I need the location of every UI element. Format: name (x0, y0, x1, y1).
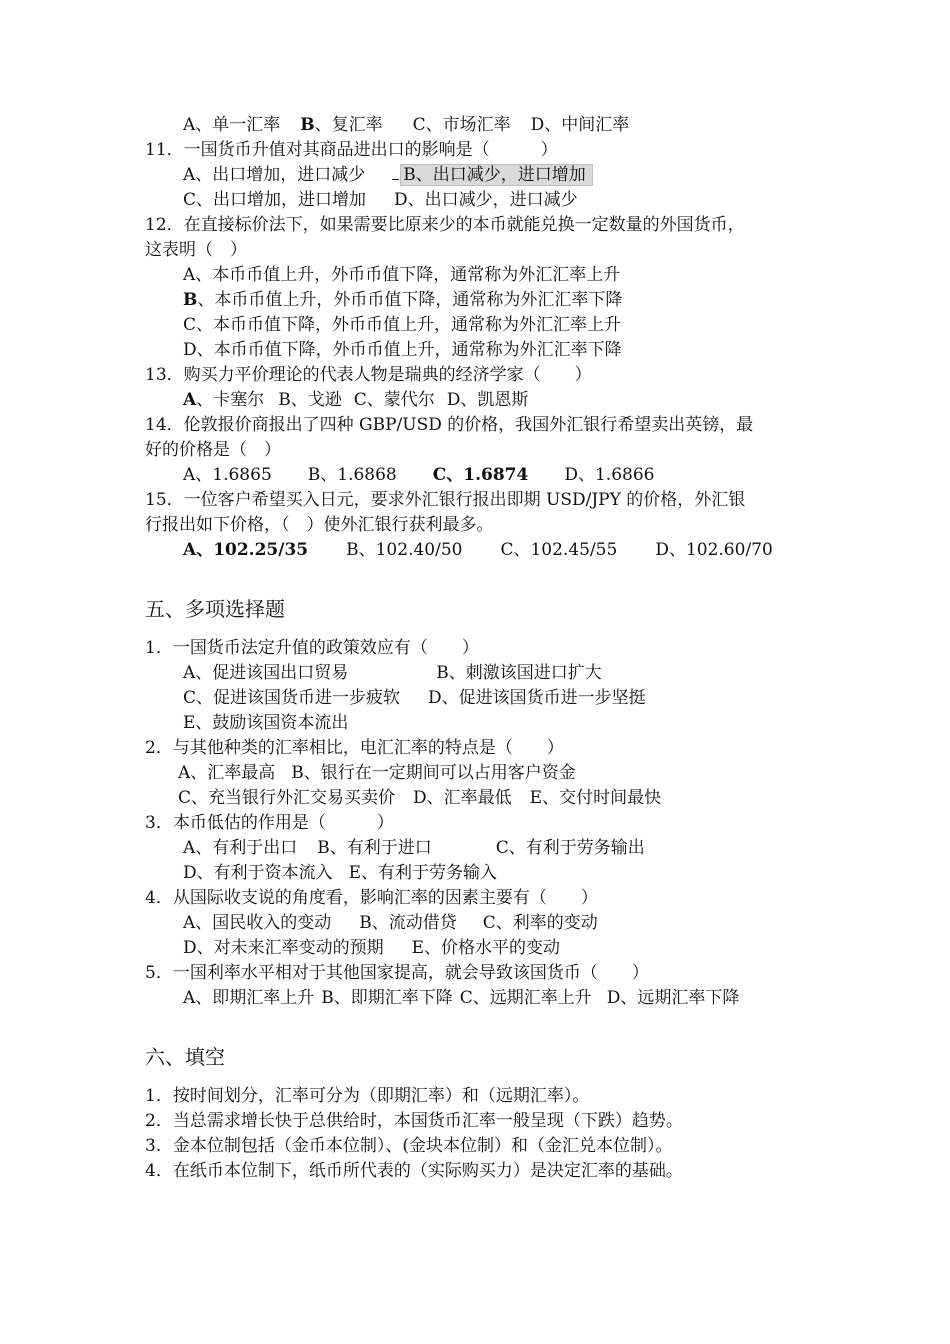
fill-item-2: 2．当总需求增长快于总供给时，本国货币汇率一般呈现（下跌）趋势。 (145, 1111, 683, 1131)
q10-option-b-letter: B (300, 115, 315, 135)
m4-stem: 4．从国际收支说的角度看，影响汇率的因素主要有（ ） (145, 888, 598, 908)
q12-option-c: C、本币币值下降，外币币值上升，通常称为外汇汇率上升 (183, 315, 622, 335)
m1-option-c: C、促进该国货币进一步疲软 (183, 688, 401, 708)
q15-option-a: A、102.25/35 (183, 540, 309, 560)
m2-options-row1 (178, 762, 576, 784)
q14-option-a: A、1.6865 (183, 465, 272, 485)
fill-item-1: 1．按时间划分，汇率可分为（即期汇率）和（远期汇率）。 (145, 1086, 590, 1106)
q12-option-a: A、本币币值上升，外币币值下降，通常称为外汇汇率上升 (183, 265, 621, 285)
m4-option-c: C、利率的变动 (482, 913, 598, 933)
q10-option-d: D、中间汇率 (530, 115, 630, 135)
m1-option-b: B、刺激该国进口扩大 (436, 663, 602, 683)
fill-item-4: 4．在纸币本位制下，纸币所代表的（实际购买力）是决定汇率的基础。 (145, 1161, 683, 1181)
q10-option-b: 、复汇率 (314, 115, 383, 135)
m3-option-a: A、有利于出口 (183, 838, 298, 858)
m1-option-e: E、鼓励该国资本流出 (183, 713, 349, 733)
q15-stem-line1: 15．一位客户希望买入日元，要求外汇银行报出即期 USD/JPY 的价格，外汇银 (145, 490, 746, 510)
m3-option-d: D、有利于资本流入 (183, 863, 333, 883)
q11-stem: 11．一国货币升值对其商品进出口的影响是（ ） (145, 140, 558, 160)
m2-option-e: E、交付时间最快 (529, 788, 662, 808)
m5-stem: 5．一国利率水平相对于其他国家提高，就会导致该国货币（ ） (145, 963, 649, 983)
q12-option-b: B、本币币值上升，外币币值下降，通常称为外汇汇率下降 (183, 290, 623, 310)
q13-option-d: D、凯恩斯 (446, 390, 529, 410)
section-heading-fill-blank: 六、填空 (145, 1045, 225, 1069)
m2-options-row2 (178, 787, 661, 809)
m5-option-c: C、远期汇率上升 (459, 988, 592, 1008)
q13-option-c: C、蒙代尔 (353, 390, 435, 410)
q13-option-a: 、卡塞尔 (196, 390, 265, 410)
q13-option-a-letter: A (183, 390, 197, 410)
q11-options-row1 (183, 164, 593, 186)
m3-stem: 3．本币低估的作用是（ ） (145, 813, 394, 833)
q14-stem-line1: 14．伦敦报价商报出了四种 GBP/USD 的价格，我国外汇银行希望卖出英镑，最 (145, 415, 754, 435)
m2-option-b: B、银行在一定期间可以占用客户资金 (291, 763, 576, 783)
q15-option-b: B、102.40/50 (346, 540, 463, 560)
fill-item-3: 3．金本位制包括（金币本位制）、(金块本位制）和（金汇兑本位制）。 (145, 1136, 673, 1156)
m2-option-a: A、汇率最高 (178, 763, 276, 783)
m4-options-row1 (183, 912, 598, 934)
m1-option-a: A、促进该国出口贸易 (183, 663, 349, 683)
m2-option-d: D、汇率最低 (413, 788, 512, 808)
q13-option-b: B、戈逊 (278, 390, 342, 410)
q12-option-d: D、本币币值下降，外币币值上升，通常称为外汇汇率下降 (183, 340, 622, 360)
q13-options (183, 389, 528, 411)
q15-option-c: C、102.45/55 (500, 540, 618, 560)
q10-option-c: C、市场汇率 (412, 115, 511, 135)
m2-stem: 2．与其他种类的汇率相比，电汇汇率的特点是（ ） (145, 738, 564, 758)
m4-option-a: A、国民收入的变动 (183, 913, 332, 933)
m5-option-a: A、即期汇率上升 (183, 988, 315, 1008)
m1-option-d: D、促进该国货币进一步坚挺 (428, 688, 646, 708)
m1-options-row1 (183, 662, 602, 684)
m4-option-e: E、价格水平的变动 (411, 938, 561, 958)
m1-stem: 1．一国货币法定升值的政策效应有（ ） (145, 638, 479, 658)
m3-options-row1 (183, 837, 645, 859)
q10-options (183, 114, 629, 136)
m5-option-d: D、远期汇率下降 (606, 988, 740, 1008)
q12-stem-line1: 12．在直接标价法下，如果需要比原来少的本币就能兑换一定数量的外国货币， (145, 215, 745, 235)
q15-stem-line2: 行报出如下价格，（ ）使外汇银行获利最多。 (145, 515, 494, 535)
q14-option-d: D、1.6866 (564, 465, 655, 485)
q11-options-row2 (183, 189, 578, 211)
m3-option-e: E、有利于劳务输入 (348, 863, 498, 883)
m4-option-d: D、对未来汇率变动的预期 (183, 938, 384, 958)
m4-option-b: B、流动借贷 (359, 913, 457, 933)
q14-option-c: C、1.6874 (432, 465, 529, 485)
q10-option-a: A、单一汇率 (183, 115, 281, 135)
q14-option-b: B、1.6868 (307, 465, 397, 485)
m1-options-row2 (183, 687, 646, 709)
text-cursor-icon (392, 164, 399, 180)
q14-options (183, 464, 654, 486)
m4-options-row2 (183, 937, 560, 959)
q15-option-d: D、102.60/70 (655, 540, 773, 560)
m5-option-b: B、即期汇率下降 (321, 988, 453, 1008)
m3-options-row2 (183, 862, 497, 884)
q12-stem-line2: 这表明（ ） (145, 240, 247, 260)
q11-option-c: C、出口增加，进口增加 (183, 190, 367, 210)
section-heading-multi-choice: 五、多项选择题 (145, 597, 285, 621)
q13-stem: 13．购买力平价理论的代表人物是瑞典的经济学家（ ） (145, 365, 592, 385)
q15-options (183, 539, 773, 561)
q11-option-d: D、出口减少，进口减少 (394, 190, 578, 210)
q11-option-a: A、出口增加，进口减少 (183, 165, 366, 185)
m3-option-c: C、有利于劳务输出 (495, 838, 645, 858)
q11-option-b-highlighted[interactable]: B、出口减少，进口增加 (400, 164, 593, 186)
q14-stem-line2: 好的价格是（ ） (145, 440, 281, 460)
m5-options (183, 987, 739, 1009)
m2-option-c: C、充当银行外汇交易买卖价 (178, 788, 396, 808)
m3-option-b: B、有利于进口 (317, 838, 432, 858)
